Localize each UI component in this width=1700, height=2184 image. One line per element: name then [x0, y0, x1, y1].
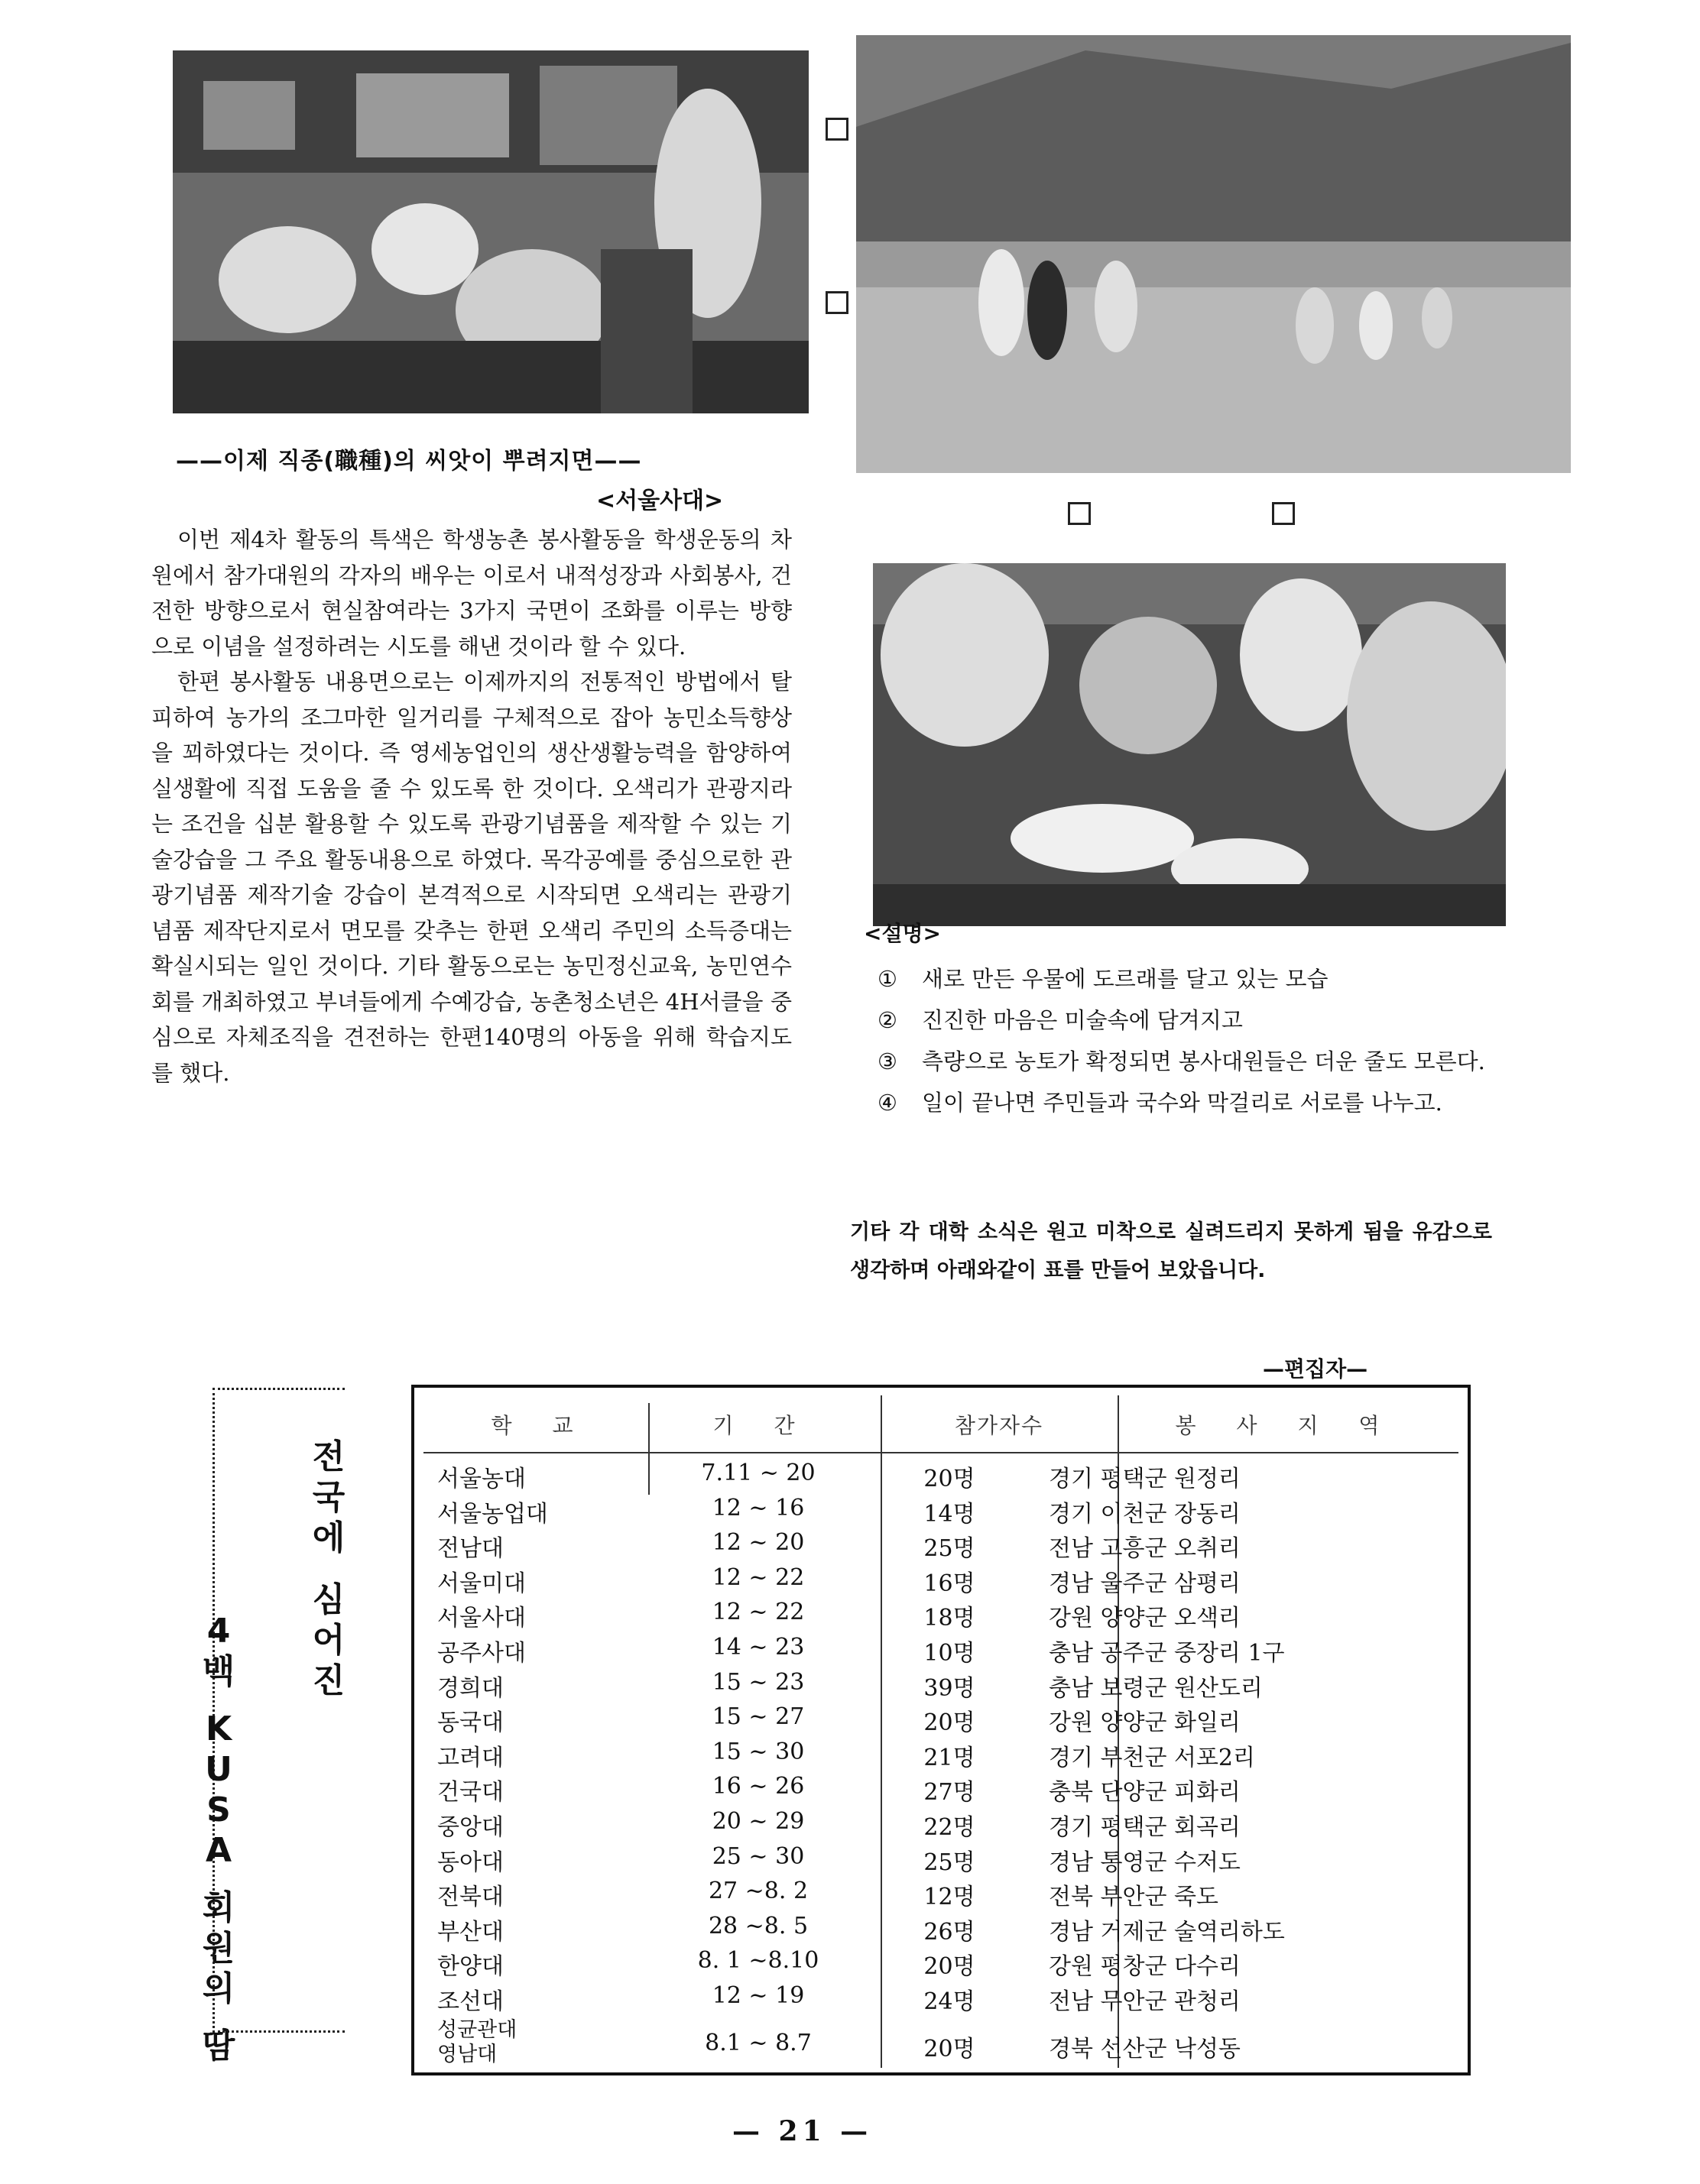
article-paragraph: 이번 제4차 활동의 특색은 학생농촌 봉사활동을 학생운동의 차원에서 참가대원의 각자의 배우는 이로서 내적성장과 사회봉사, 건전한 방향으로서 현실참여라는 3가지 국면이 조화를 이루는 방향으로 이념을 설정하려는 시도를 해낸 것이라 할 수 있다.: [151, 527, 792, 659]
school-cell: 성균관대: [437, 2018, 517, 2042]
side-title-column-1: 전 국 에 심 어 진: [312, 1437, 346, 1700]
photo-marker-1: [826, 118, 848, 141]
legend-list: [878, 961, 1512, 1126]
header-place: 봉 사 지 역: [1175, 1413, 1397, 1438]
school-cell: 전북대: [437, 1884, 504, 1911]
table-row: [414, 1564, 1468, 1599]
article-paragraph: 한편 봉사활동 내용면으로는 이제까지의 전통적인 방법에서 탈피하여 농가의 조그마한 일거리를 구체적으로 잡아 농민소득향상을 꾀하였다는 것이다. 즉 영세농업인의 생산생활능력을 함양하여 실생활에 직접 도움을 줄 수 있도록 한 것이다. 오색리가 관광지라는 조건을 십분 활용할 수 있도록 관광기념품을 제작할 수 있는 기술강습을 그 주요 활동내용으로 하였다. 목각공예를 중심으로한 관광기념품 제작기술 강습이 본격적으로 시작되면 오색리는 관광기념품 제작단지로서 면모를 갖추는 한편 오색리 주민의 소득증대는 확실시되는 일인 것이다. 기타 활동으로는 농민정신교육, 농민연수회를 개최하였고 부녀들에게 수예강습, 농촌청소년은 4H서클을 중심으로 자체조직을 견전하는 한편140명의 아동을 위해 학습지도를 했다.: [151, 669, 792, 1086]
count-cell: 20명: [923, 1466, 975, 1492]
place-cell: 경기 부천군 서포2리: [1049, 1744, 1255, 1771]
photo-marker-3: [1068, 502, 1091, 525]
school-cell: 서울농업대: [437, 1500, 548, 1528]
legend-label: <설명>: [864, 921, 942, 946]
activity-table: [411, 1385, 1471, 2075]
place-cell: 전남 고흥군 오취리: [1049, 1535, 1241, 1563]
period-cell: 20 ~ 29: [712, 1808, 805, 1835]
place-cell: 강원 양양군 오색리: [1049, 1605, 1241, 1632]
classroom-photo: [173, 50, 809, 413]
editor-signature: —편집자—: [1263, 1356, 1368, 1382]
article-subtitle: <서울사대>: [596, 488, 724, 514]
school-cell: 서울사대: [437, 1605, 526, 1632]
table-row: [414, 1495, 1468, 1530]
period-cell: 14 ~ 23: [712, 1634, 805, 1661]
gathering-photo: [873, 563, 1506, 926]
period-cell: 12 ~ 16: [712, 1494, 805, 1521]
table-row: [414, 1599, 1468, 1634]
school-cell: 한양대: [437, 1953, 504, 1981]
count-cell: 20명: [923, 1709, 975, 1737]
count-cell: 18명: [923, 1605, 975, 1632]
school-cell: 동국대: [437, 1709, 504, 1737]
period-cell: 15 ~ 27: [712, 1703, 805, 1731]
school-cell: 서울농대: [437, 1466, 526, 1492]
place-cell: 경남 울주군 삼평리: [1049, 1570, 1241, 1597]
place-cell: 강원 양양군 화일리: [1049, 1709, 1241, 1737]
school-cell: 중앙대: [437, 1814, 504, 1841]
table-row: [414, 1773, 1468, 1808]
school-cell: 동아대: [437, 1849, 504, 1876]
count-cell: 27명: [923, 1779, 975, 1806]
legend-item: ② 진진한 마음은 미술속에 담겨지고: [878, 1007, 1243, 1033]
period-cell: 8. 1 ~8.10: [697, 1947, 819, 1975]
place-cell: 전북 부안군 죽도: [1049, 1884, 1218, 1911]
photo-marker-4: [1272, 502, 1295, 525]
school-cell: 서울미대: [437, 1570, 526, 1597]
period-cell: 12 ~ 22: [712, 1599, 805, 1626]
legend-item: ③ 측량으로 농토가 확정되면 봉사대원들은 더운 줄도 모른다.: [878, 1048, 1485, 1074]
table-row: [414, 1913, 1468, 1948]
header-school: 학 교: [491, 1413, 590, 1438]
school-cell: 경희대: [437, 1674, 504, 1702]
header-count: 참가자수: [954, 1413, 1044, 1438]
school-cell: 고려대: [437, 1744, 504, 1771]
period-cell: 12 ~ 22: [712, 1563, 805, 1591]
school-cell: 부산대: [437, 1918, 504, 1946]
table-row: [414, 1982, 1468, 2017]
table-row: [414, 2019, 1468, 2072]
place-cell: 경남 거제군 술역리하도: [1049, 1918, 1285, 1946]
period-cell: 12 ~ 19: [712, 1982, 805, 2009]
count-cell: 14명: [923, 1500, 975, 1528]
period-cell: 7.11 ~ 20: [701, 1460, 816, 1486]
school-cell: 전남대: [437, 1535, 504, 1563]
count-cell: 22명: [923, 1814, 975, 1841]
legend-item: ④ 일이 끝나면 주민들과 국수와 막걸리로 서로를 나누고.: [878, 1090, 1442, 1116]
place-cell: 경북 선산군 낙성동: [1049, 2036, 1241, 2062]
page-number: — 21 —: [732, 2115, 873, 2147]
count-cell: 24명: [923, 1988, 975, 2015]
table-row: [414, 1808, 1468, 1843]
place-cell: 충남 보령군 원산도리: [1049, 1674, 1263, 1702]
place-cell: 강원 평창군 다수리: [1049, 1953, 1241, 1981]
place-cell: 경기 평택군 회곡리: [1049, 1814, 1241, 1841]
field-photo: [856, 35, 1571, 473]
table-row: [414, 1738, 1468, 1774]
table-row: [414, 1669, 1468, 1704]
period-cell: 25 ~ 30: [712, 1842, 805, 1870]
count-cell: 39명: [923, 1674, 975, 1702]
place-cell: 충남 공주군 중장리 1구: [1049, 1640, 1285, 1667]
period-cell: 15 ~ 30: [712, 1738, 805, 1765]
period-cell: 27 ~8. 2: [708, 1878, 809, 1905]
legend-item: ① 새로 만든 우물에 도르래를 달고 있는 모습: [878, 966, 1329, 992]
photo-marker-2: [826, 291, 848, 314]
table-row: [414, 1460, 1468, 1495]
header-period: 기 간: [712, 1413, 812, 1438]
period-cell: 16 ~ 26: [712, 1773, 805, 1800]
place-cell: 전남 무안군 관청리: [1049, 1988, 1241, 2015]
period-cell: 28 ~8. 5: [708, 1912, 809, 1939]
place-cell: 충북 단양군 피화리: [1049, 1779, 1241, 1806]
count-cell: 21명: [923, 1744, 975, 1771]
table-row: [414, 1878, 1468, 1913]
period-cell: 15 ~ 23: [712, 1668, 805, 1696]
count-cell: 25명: [923, 1849, 975, 1876]
period-cell: 8.1 ~ 8.7: [705, 2030, 812, 2056]
school-cell: 조선대: [437, 1988, 504, 2015]
table-row: [414, 1843, 1468, 1878]
table-row: [414, 1634, 1468, 1669]
count-cell: 20명: [923, 2036, 975, 2062]
school-cell: 공주사대: [437, 1640, 526, 1667]
article-body: [151, 522, 792, 1090]
place-cell: 경기 평택군 원정리: [1049, 1466, 1241, 1492]
editor-note: 기타 각 대학 소식은 원고 미착으로 실려드리지 못하게 됨을 유감으로 생각하며 아래와같이 표를 만들어 보았읍니다.: [850, 1220, 1492, 1282]
school-cell: 건국대: [437, 1779, 504, 1806]
place-cell: 경남 통영군 수저도: [1049, 1849, 1241, 1876]
count-cell: 10명: [923, 1640, 975, 1667]
period-cell: 12 ~ 20: [712, 1529, 805, 1557]
place-cell: 경기 이천군 장동리: [1049, 1500, 1241, 1528]
count-cell: 20명: [923, 1953, 975, 1981]
side-title-column-2: 4 백 K U S A 회 원 의 땀: [202, 1612, 235, 2066]
table-row: [414, 1947, 1468, 1982]
count-cell: 16명: [923, 1570, 975, 1597]
count-cell: 26명: [923, 1918, 975, 1946]
count-cell: 25명: [923, 1535, 975, 1563]
table-row: [414, 1703, 1468, 1738]
school-cell: 영남대: [437, 2043, 498, 2066]
table-row: [414, 1529, 1468, 1564]
header-divider: [423, 1452, 1458, 1453]
article-title: ——이제 직종(職種)의 씨앗이 뿌려지면——: [176, 448, 642, 475]
count-cell: 12명: [923, 1884, 975, 1911]
